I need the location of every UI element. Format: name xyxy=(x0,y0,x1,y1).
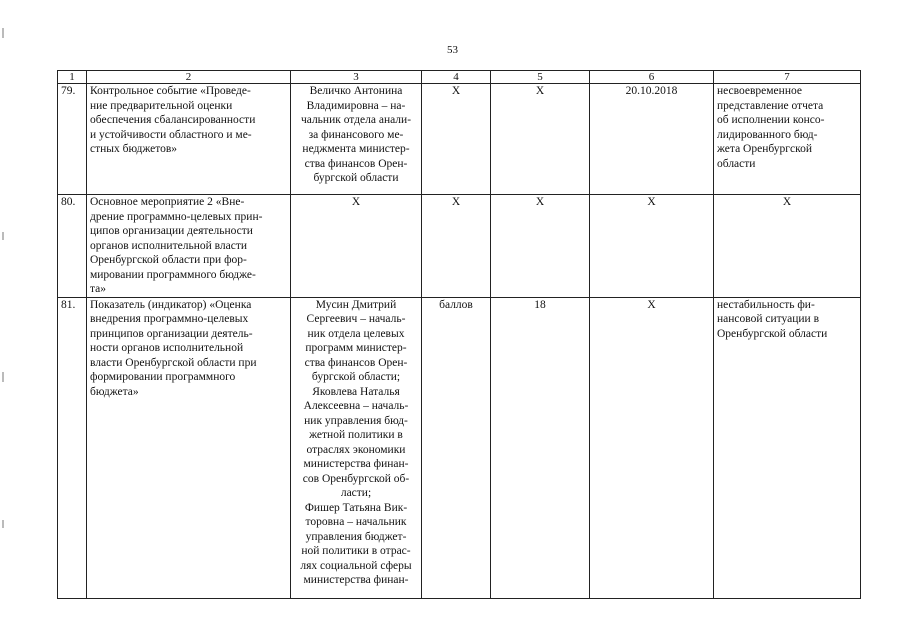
row-responsible: X xyxy=(291,195,422,298)
table-row xyxy=(58,297,861,598)
row-date: X xyxy=(590,195,714,298)
row-risk: X xyxy=(714,195,861,298)
table-row xyxy=(58,84,861,195)
row-responsible: Мусин Дмитрий Сергеевич – началь- ник отдела целевых программ министер- ства финансов Орен- бургской области; Яковлева Наталья Алексеевна – началь- ник управления бюд- жетной политики в отраслях экономики министерства финан- сов Оренбургской об- ласти; Фишер Татьяна Вик- торовна – начальник управления бюджет- ной политики в отрас- лях социальной сферы министерства финан- xyxy=(291,297,422,598)
row-value: X xyxy=(491,84,590,195)
report-table xyxy=(57,70,861,599)
column-header: 1 xyxy=(58,71,87,84)
row-unit: X xyxy=(422,195,491,298)
column-header: 4 xyxy=(422,71,491,84)
column-header: 6 xyxy=(590,71,714,84)
page-number: 53 xyxy=(447,44,458,56)
row-risk: нестабильность фи- нансовой ситуации в Оренбургской области xyxy=(714,297,861,598)
row-risk: несвоевременное представление отчета об исполнении консо- лидированного бюд- жета Оренбургской области xyxy=(714,84,861,195)
table-row xyxy=(58,195,861,298)
scan-margin-mark xyxy=(2,232,4,240)
row-responsible: Величко Антонина Владимировна – на- чальник отдела анали- за финансового ме- неджмента министер- ства финансов Орен- бургской области xyxy=(291,84,422,195)
column-header: 5 xyxy=(491,71,590,84)
column-header: 7 xyxy=(714,71,861,84)
row-number: 80. xyxy=(58,195,87,298)
row-unit: баллов xyxy=(422,297,491,598)
scan-margin-mark xyxy=(2,372,4,382)
row-date: X xyxy=(590,297,714,598)
row-name: Основное мероприятие 2 «Вне- дрение программно-целевых прин- ципов организации деятельности органов исполнительной власти Оренбургской области при фор- мировании программного бюдже- та» xyxy=(87,195,291,298)
row-date: 20.10.2018 xyxy=(590,84,714,195)
row-number: 79. xyxy=(58,84,87,195)
row-unit: X xyxy=(422,84,491,195)
table-header-row xyxy=(58,71,861,84)
column-header: 3 xyxy=(291,71,422,84)
scan-margin-mark xyxy=(2,520,4,528)
row-value: 18 xyxy=(491,297,590,598)
row-name: Контрольное событие «Проведе- ние предварительной оценки обеспечения сбалансированности и устойчивости областного и ме- стных бюджетов» xyxy=(87,84,291,195)
row-name: Показатель (индикатор) «Оценка внедрения программно-целевых принципов организации деятель- ности органов исполнительной власти Оренбургской области при формировании программного бюджета» xyxy=(87,297,291,598)
row-number: 81. xyxy=(58,297,87,598)
column-header: 2 xyxy=(87,71,291,84)
row-value: X xyxy=(491,195,590,298)
scan-margin-mark xyxy=(2,28,4,38)
